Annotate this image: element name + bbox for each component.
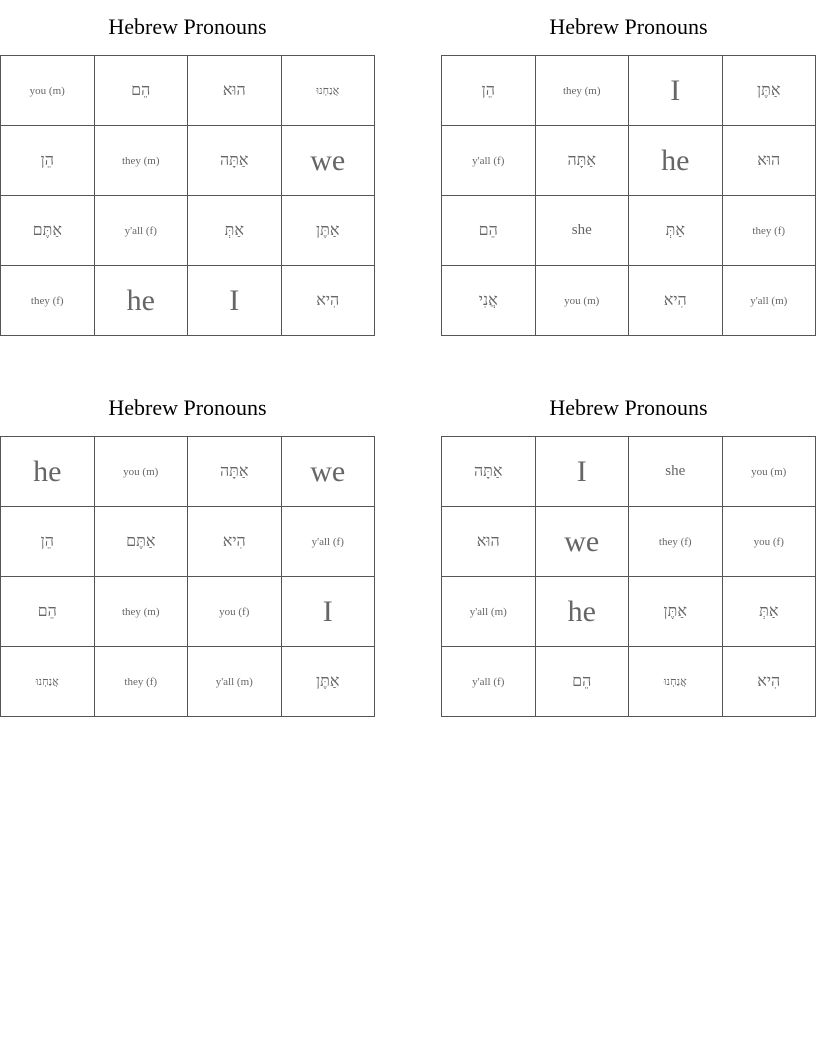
grid-cell: הוּא: [442, 507, 536, 577]
card-title: Hebrew Pronouns: [108, 14, 267, 39]
grid-row: [1, 266, 375, 336]
grid-cell: y'all (m): [188, 647, 282, 717]
grid-cell: he: [94, 266, 188, 336]
card-title: Hebrew Pronouns: [549, 395, 708, 420]
grid-row: [442, 126, 816, 196]
grid-cell: אַתְּ: [188, 196, 282, 266]
grid-cell: הִיא: [722, 647, 816, 717]
grid-cell: we: [281, 437, 375, 507]
grid-cell: he: [535, 577, 629, 647]
grid-cell: they (f): [94, 647, 188, 717]
grid-row: [1, 647, 375, 717]
grid-cell: they (m): [94, 577, 188, 647]
pronoun-grid: [441, 55, 816, 336]
grid-cell: אַתֶּן: [281, 647, 375, 717]
grid-cell: she: [535, 196, 629, 266]
grid-cell: you (m): [94, 437, 188, 507]
grid-cell: הוּא: [722, 126, 816, 196]
pronoun-grid: [441, 436, 816, 717]
grid-cell: I: [188, 266, 282, 336]
grid-cell: he: [629, 126, 723, 196]
grid-cell: y'all (f): [442, 126, 536, 196]
grid-cell: they (f): [1, 266, 95, 336]
grid-row: [442, 437, 816, 507]
grid-row: [442, 196, 816, 266]
grid-cell: הוּא: [188, 56, 282, 126]
grid-cell: y'all (f): [281, 507, 375, 577]
pronoun-grid: [0, 55, 375, 336]
grid-cell: הִיא: [281, 266, 375, 336]
grid-cell: אַתָּה: [188, 126, 282, 196]
grid-row: [442, 577, 816, 647]
grid-cell: הִיא: [188, 507, 282, 577]
card-title: Hebrew Pronouns: [108, 395, 267, 420]
grid-cell: הֵם: [94, 56, 188, 126]
grid-row: [442, 266, 816, 336]
grid-cell: אַתֶּן: [629, 577, 723, 647]
card-title: Hebrew Pronouns: [549, 14, 708, 39]
grid-row: [1, 437, 375, 507]
grid-cell: y'all (f): [94, 196, 188, 266]
grid-row: [1, 507, 375, 577]
grid-row: [442, 647, 816, 717]
grid-row: [1, 56, 375, 126]
grid-cell: הֵן: [1, 126, 95, 196]
grid-cell: הֵן: [1, 507, 95, 577]
grid-cell: they (m): [94, 126, 188, 196]
grid-cell: we: [535, 507, 629, 577]
grid-cell: y'all (m): [442, 577, 536, 647]
grid-cell: she: [629, 437, 723, 507]
grid-cell: you (m): [1, 56, 95, 126]
grid-cell: אַתָּה: [442, 437, 536, 507]
grid-cell: אֲנַחְנוּ: [281, 56, 375, 126]
grid-cell: they (f): [629, 507, 723, 577]
grid-row: [442, 507, 816, 577]
grid-cell: I: [281, 577, 375, 647]
grid-cell: אֲנַחְנוּ: [629, 647, 723, 717]
grid-row: [1, 577, 375, 647]
grid-cell: you (f): [722, 507, 816, 577]
grid-cell: we: [281, 126, 375, 196]
grid-cell: אֲנִי: [442, 266, 536, 336]
grid-cell: אַתֶּם: [94, 507, 188, 577]
grid-cell: y'all (f): [442, 647, 536, 717]
grid-cell: אַתֶּן: [281, 196, 375, 266]
grid-cell: you (m): [535, 266, 629, 336]
grid-cell: they (f): [722, 196, 816, 266]
grid-cell: they (m): [535, 56, 629, 126]
grid-cell: you (f): [188, 577, 282, 647]
grid-cell: I: [629, 56, 723, 126]
grid-cell: הֵם: [1, 577, 95, 647]
grid-cell: you (m): [722, 437, 816, 507]
grid-cell: הֵם: [442, 196, 536, 266]
grid-cell: הֵן: [442, 56, 536, 126]
grid-row: [442, 56, 816, 126]
grid-cell: הִיא: [629, 266, 723, 336]
grid-cell: אַתְּ: [629, 196, 723, 266]
grid-cell: אַתֶּם: [1, 196, 95, 266]
grid-cell: I: [535, 437, 629, 507]
grid-cell: אַתֶּן: [722, 56, 816, 126]
grid-cell: הֵם: [535, 647, 629, 717]
grid-row: [1, 126, 375, 196]
grid-cell: he: [1, 437, 95, 507]
grid-cell: אַתְּ: [722, 577, 816, 647]
pronoun-grid: [0, 436, 375, 717]
grid-cell: אַתָּה: [535, 126, 629, 196]
grid-cell: y'all (m): [722, 266, 816, 336]
grid-cell: אַתָּה: [188, 437, 282, 507]
grid-row: [1, 196, 375, 266]
grid-cell: אֲנַחְנוּ: [1, 647, 95, 717]
